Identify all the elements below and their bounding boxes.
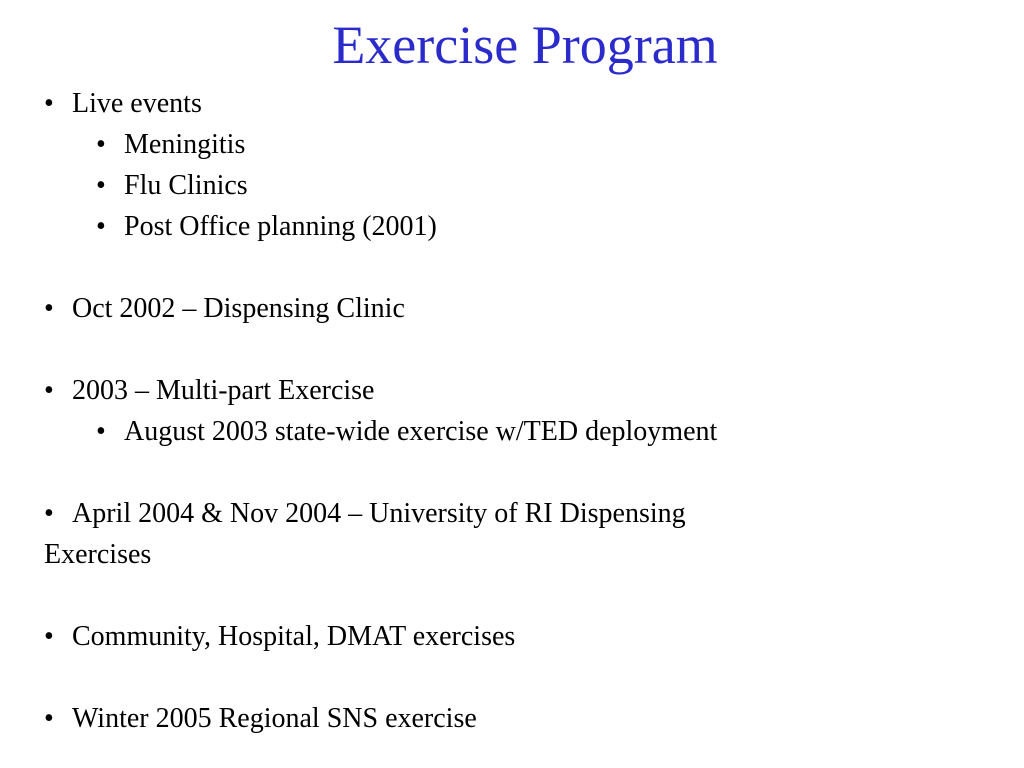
- bullet-text: Flu Clinics: [124, 170, 248, 201]
- bullet-text: Meningitis: [124, 129, 246, 160]
- bullet-dot-icon: •: [96, 416, 106, 447]
- bullet-text: August 2003 state-wide exercise w/TED deployment: [124, 416, 718, 447]
- bullet-text: Winter 2005 Regional SNS exercise: [72, 703, 477, 734]
- bullet-dot-icon: •: [96, 129, 106, 160]
- bullet-dot-icon: •: [44, 88, 54, 119]
- sub-bullet-august-2003-exercise: [96, 415, 717, 449]
- bullet-oct-2002-dispensing-clinic: [44, 292, 405, 326]
- bullet-text: Post Office planning (2001): [124, 211, 437, 242]
- sub-bullet-meningitis: [96, 128, 245, 162]
- bullet-community-hospital-dmat: [44, 620, 515, 654]
- bullet-dot-icon: •: [96, 170, 106, 201]
- bullet-dot-icon: •: [44, 703, 54, 734]
- slide-title: Exercise Program: [332, 15, 718, 75]
- bullet-text: Live events: [72, 88, 202, 119]
- bullet-dot-icon: •: [96, 211, 106, 242]
- bullet-april-nov-2004-uri: [44, 497, 686, 531]
- bullet-dot-icon: •: [44, 293, 54, 324]
- bullet-live-events: [44, 87, 202, 121]
- bullet-dot-icon: •: [44, 498, 54, 529]
- bullet-text: 2003 – Multi-part Exercise: [72, 375, 375, 406]
- bullet-text: Community, Hospital, DMAT exercises: [72, 621, 516, 652]
- bullet-winter-2005-sns: [44, 702, 477, 736]
- bullet-2003-multi-part-exercise: [44, 374, 374, 408]
- bullet-text: April 2004 & Nov 2004 – University of RI Dispensing: [72, 498, 686, 529]
- bullet-dot-icon: •: [44, 375, 54, 406]
- bullet-text: Oct 2002 – Dispensing Clinic: [72, 293, 405, 324]
- sub-bullet-flu-clinics: [96, 169, 248, 203]
- bullet-dot-icon: •: [44, 621, 54, 652]
- bullet-april-nov-2004-uri-continuation: Exercises: [44, 539, 152, 570]
- sub-bullet-post-office-planning: [96, 210, 437, 244]
